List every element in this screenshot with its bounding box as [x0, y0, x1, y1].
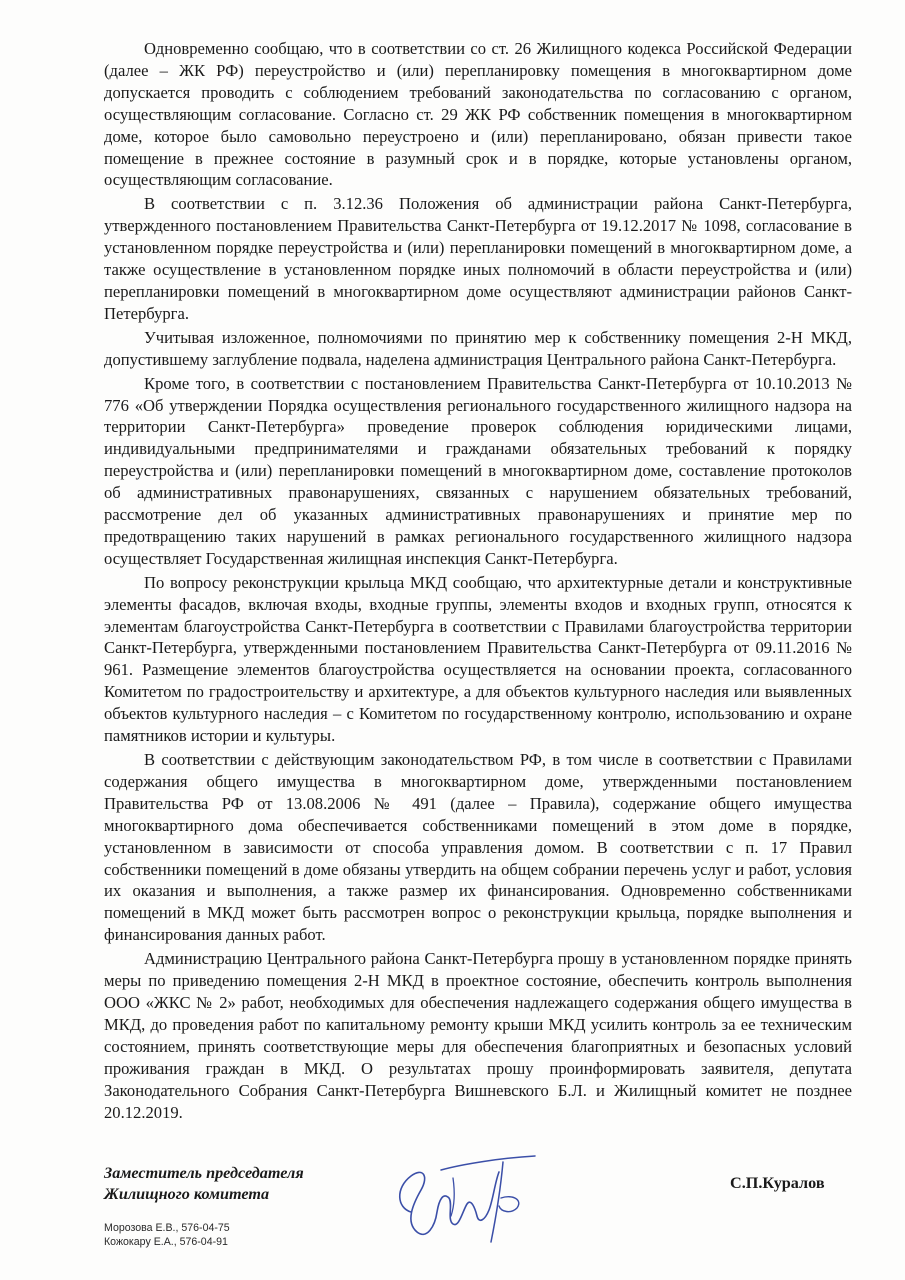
signer-title-line-1: Заместитель председателя	[104, 1164, 304, 1182]
signer-title	[104, 1163, 304, 1205]
paragraph-housing-inspection: Кроме того, в соответствии с постановлением Правительства Санкт-Петербурга от 10.10.2013 № 776 «Об утверждении Порядка осуществления регионального государственного жилищного надзора на территории Санкт-Петербурга» проведение проверок соблюдения юридическими лицами, индивидуальными предпринимателями и гражданами обязательных требований к порядку переустройства и (или) перепланировки помещений в многоквартирном доме, составление протоколов об административных правонарушениях, связанных с нарушением обязательных требований, рассмотрение дел об указанных административных правонарушениях и принятие мер по предотвращению таких нарушений в рамках регионального государственного жилищного надзора осуществляет Государственная жилищная инспекция Санкт-Петербурга.	[104, 373, 852, 568]
signer-name: С.П.Куралов	[730, 1174, 825, 1192]
signer-title-line-2: Жилищного комитета	[104, 1185, 270, 1203]
contact-line: Морозова Е.В., 576-04-75	[104, 1222, 230, 1234]
paragraph-zhk-rf-articles: Одновременно сообщаю, что в соответствии со ст. 26 Жилищного кодекса Российской Федерации (далее – ЖК РФ) переустройство и (или) перепланировку помещения в многоквартирном доме допускается проводить с соблюдением требований законодательства по согласованию с органом, осуществляющим согласование. Согласно ст. 29 ЖК РФ собственник помещения в многоквартирном доме, которое было самовольно переустроено и (или) перепланировано, обязан привести такое помещение в прежнее состояние в разумный срок и в порядке, которые установлены органом, осуществляющим согласование.	[104, 39, 852, 190]
contacts-block	[104, 1222, 230, 1249]
contact-line: Кожокару Е.А., 576-04-91	[104, 1235, 228, 1248]
paragraph-district-administration-regulation: В соответствии с п. 3.12.36 Положения об администрации района Санкт-Петербурга, утвержденного постановлением Правительства Санкт-Петербурга от 19.12.2017 № 1098, согласование в установленном порядке переустройства и (или) перепланировки помещений в многоквартирном доме, а также осуществление в установленном порядке иных полномочий в области переустройства и (или) перепланировки помещений в многоквартирном доме осуществляют администрации районов Санкт-Петербурга.	[104, 194, 852, 323]
paragraph-common-property-rules: В соответствии с действующим законодательством РФ, в том числе в соответствии с Правилами содержания общего имущества в многоквартирном доме, утвержденными постановлением Правительства РФ от 13.08.2006 № 491 (далее – Правила), содержание общего имущества многоквартирного дома обеспечивается собственниками помещений в этом доме в порядке, установленном в зависимости от способа управления домом. В соответствии с п. 17 Правил собственники помещений в доме обязаны утвердить на общем собрании перечень услуг и работ, условия их оказания и выполнения, а также размер их финансирования. Одновременно собственниками помещений в МКД может быть рассмотрен вопрос о реконструкции крыльца, порядке выполнения и финансирования данных работ.	[104, 750, 852, 945]
handwritten-signature	[383, 1142, 543, 1250]
paragraph-porch-reconstruction: По вопросу реконструкции крыльца МКД сообщаю, что архитектурные детали и конструктивные элементы фасадов, включая входы, входные группы, элементы входов и входных групп, относятся к элементам благоустройства Санкт-Петербурга в соответствии с Правилами благоустройства территории Санкт-Петербурга, утвержденными постановлением Правительства Санкт-Петербурга от 09.11.2016 № 961. Размещение элементов благоустройства осуществляется на основании проекта, согласованного Комитетом по градостроительству и архитектуре, а для объектов культурного наследия или выявленных объектов культурного наследия – с Комитетом по государственному контролю, использованию и охране памятников истории и культуры.	[104, 572, 852, 746]
paragraph-request-to-administration: Администрацию Центрального района Санкт-Петербурга прошу в установленном порядке принять меры по приведению помещения 2-Н МКД в проектное состояние, обеспечить контроль выполнения ООО «ЖКС № 2» работ, необходимых для обеспечения надлежащего содержания общего имущества в МКД, до проведения работ по капитальному ремонту крыши МКД усилить контроль за ее техническим состоянием, принять соответствующие меры для обеспечения благоприятных и безопасных условий проживания граждан в МКД. О результатах прошу проинформировать заявителя, депутата Законодательного Собрания Санкт-Петербурга Вишневского Б.Л. и Жилищный комитет не позднее 20.12.2019.	[104, 949, 852, 1122]
letter-body	[104, 38, 852, 1123]
paragraph-central-district-authority: Учитывая изложенное, полномочиями по принятию мер к собственнику помещения 2-Н МКД, допустившему заглубление подвала, наделена администрация Центрального района Санкт-Петербурга.	[104, 327, 852, 369]
